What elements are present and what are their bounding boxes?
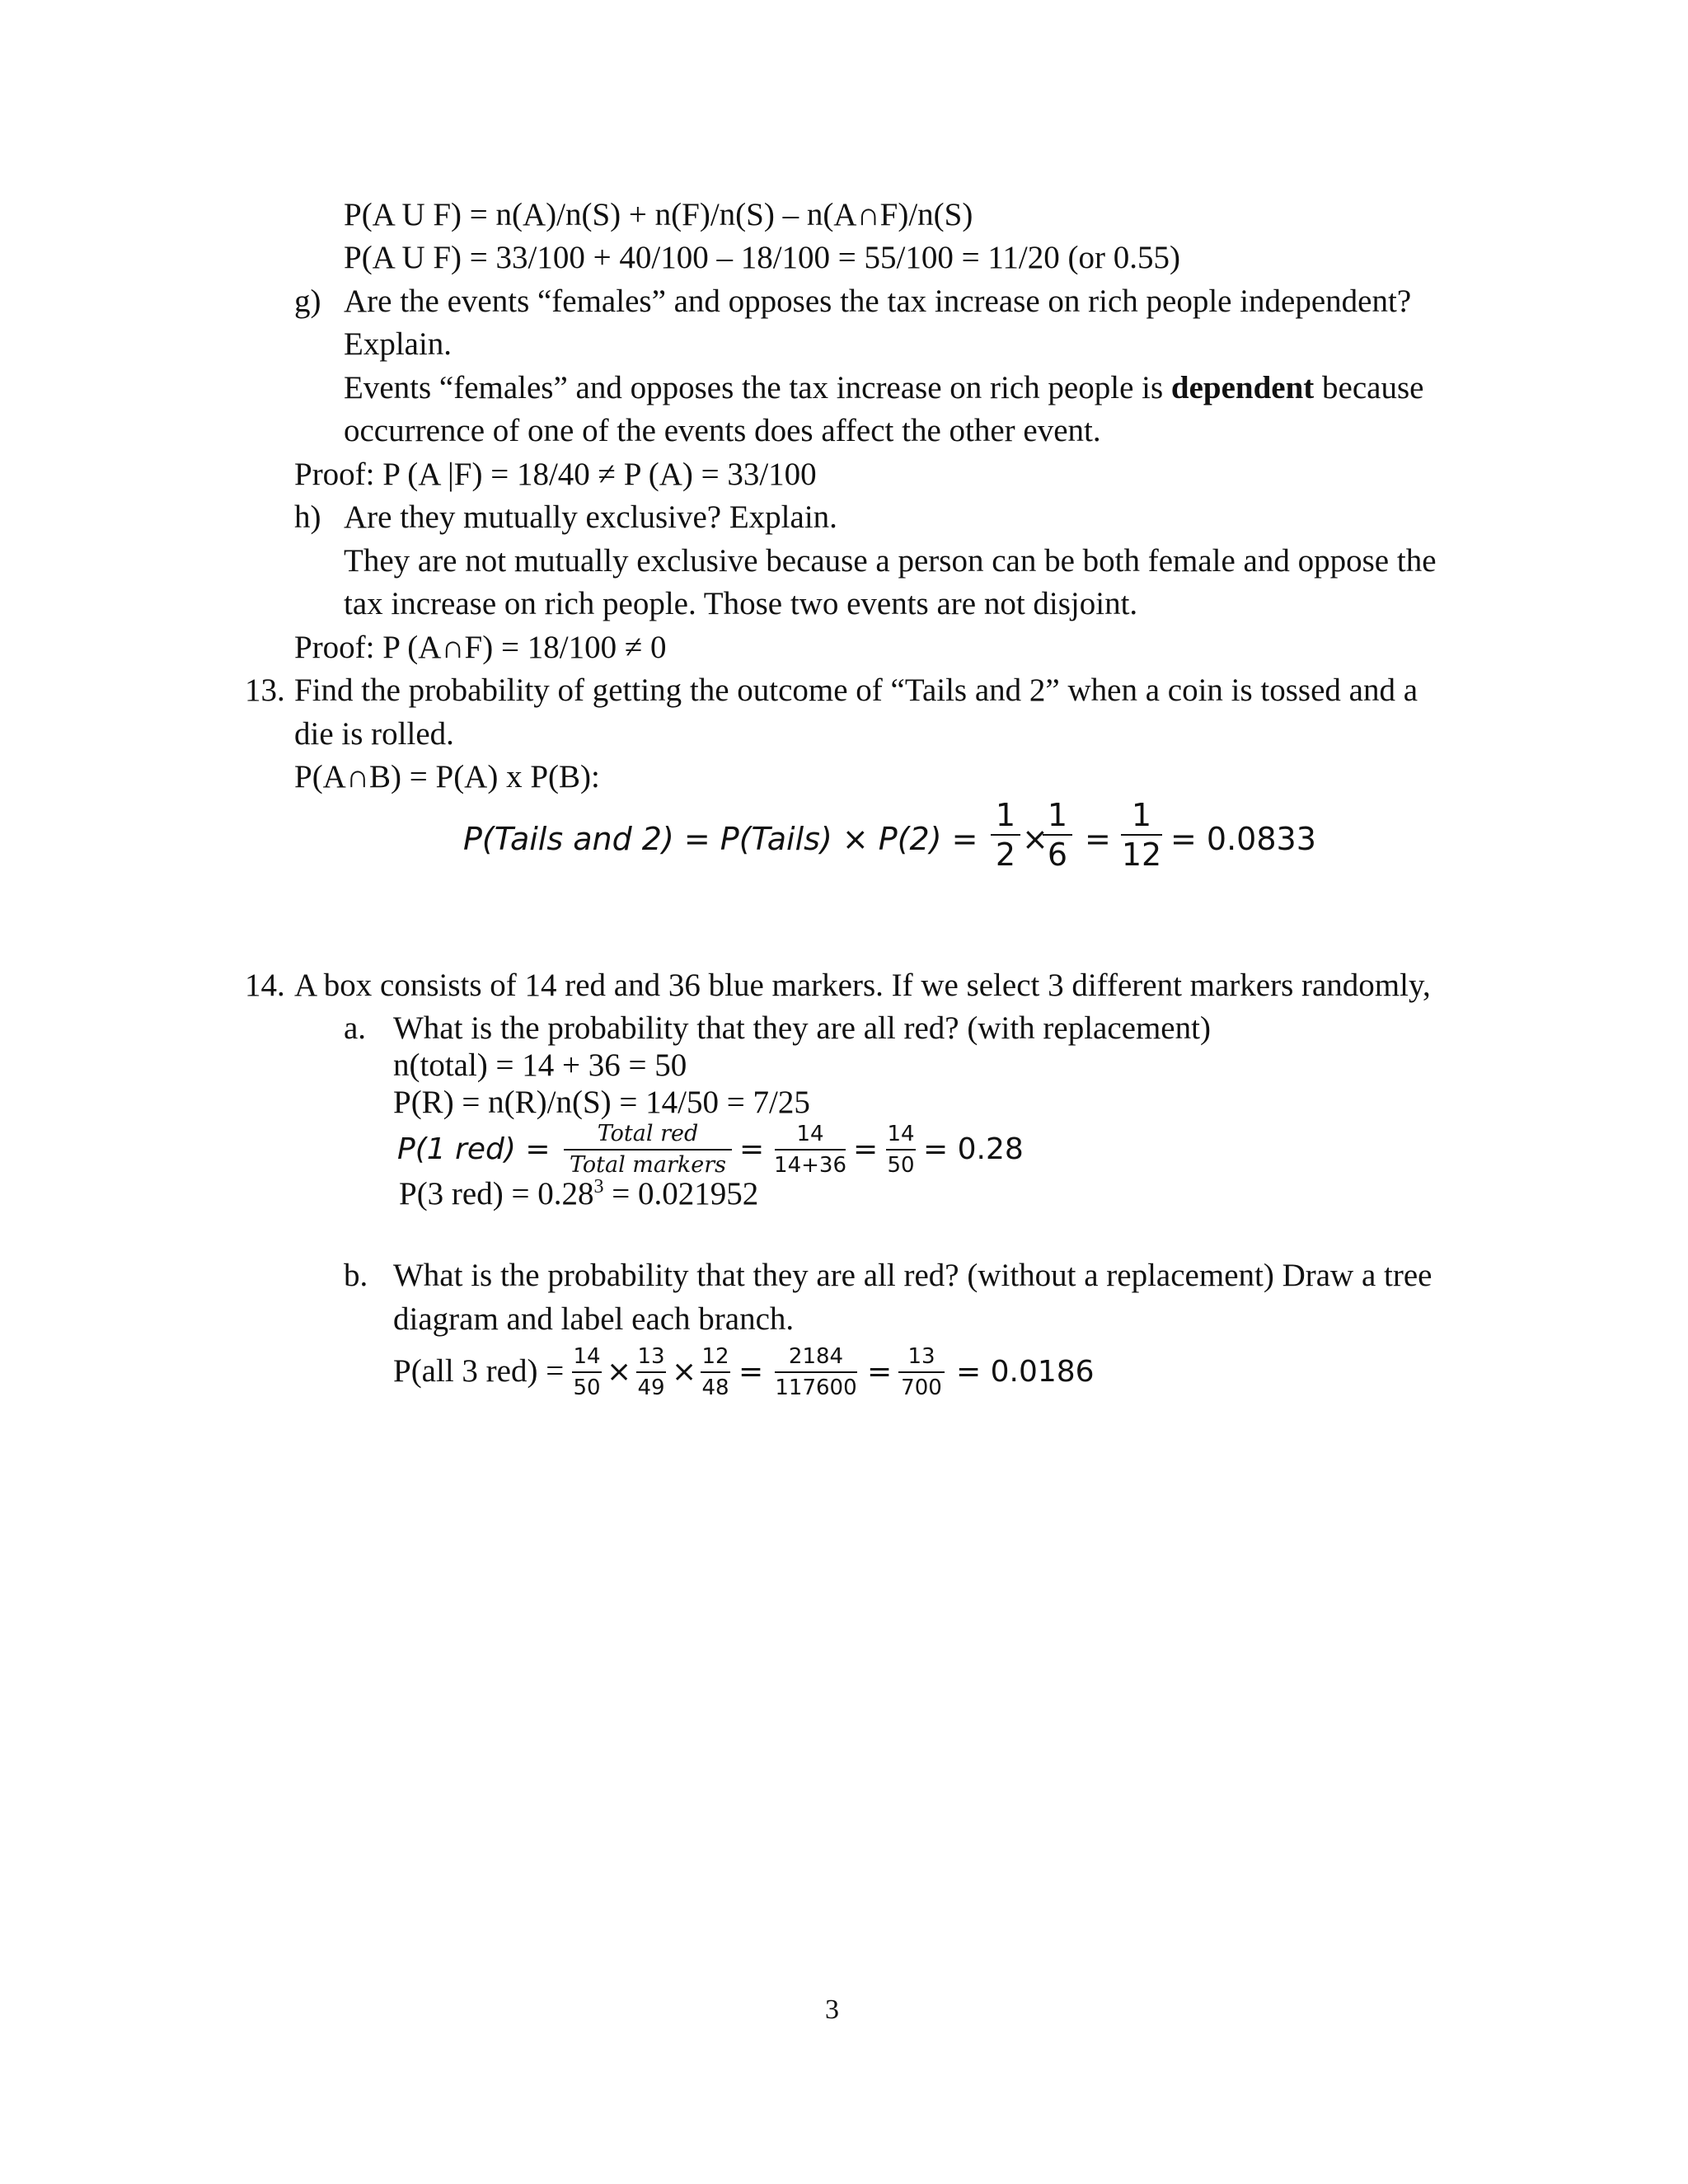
item-h-question: Are they mutually exclusive? Explain. — [344, 499, 837, 535]
eq13-f3-numerator: 1 — [1131, 797, 1152, 833]
eq14b-f3-numerator: 12 — [701, 1344, 729, 1369]
eq14b-fraction-1 — [572, 1342, 602, 1403]
eq13-fraction-2 — [1043, 796, 1072, 874]
eq14a-fraction-2 — [775, 1119, 846, 1180]
item-g-marker: g) — [294, 284, 321, 319]
eq14b-f1-numerator: 14 — [573, 1344, 601, 1369]
item-g-proof: Proof: P (A |F) = 18/40 ≠ P (A) = 33/100 — [294, 457, 817, 492]
item-h-answer-cont: tax increase on rich people. Those two events are not disjoint. — [344, 586, 1138, 621]
eq13-f2-denominator: 6 — [1047, 837, 1068, 873]
question-13-formula: P(A∩B) = P(A) x P(B): — [294, 759, 600, 794]
eq14a-f1-numerator: Total red — [597, 1121, 699, 1146]
eq14a-lhs: P(1 red) = — [397, 1132, 551, 1166]
question-13-number: 13. — [245, 673, 285, 708]
eq13-fraction-3 — [1121, 796, 1162, 874]
eq14a-equals-1: = — [739, 1132, 765, 1166]
item-b-question: What is the probability that they are all red? (without a replacement) Draw a tree — [393, 1258, 1432, 1293]
eq14a-fraction-1 — [564, 1119, 732, 1180]
union-calculation-line: P(A U F) = 33/100 + 40/100 – 18/100 = 55/100 = 11/20 (or 0.55) — [344, 240, 1180, 275]
eq14a-f3-denominator: 50 — [887, 1153, 915, 1178]
eq14b-prefix: P(all 3 red) = — [393, 1353, 565, 1389]
eq14b-fraction-3 — [701, 1342, 730, 1403]
eq14b-fraction-2 — [636, 1342, 666, 1403]
question-14-number: 14. — [245, 968, 285, 1003]
eq13-f1-numerator: 1 — [995, 797, 1016, 833]
item-a-pr: P(R) = n(R)/n(S) = 14/50 = 7/25 — [393, 1085, 810, 1120]
eq14b-f2-denominator: 49 — [637, 1376, 665, 1400]
eq14b-f2-numerator: 13 — [637, 1344, 665, 1369]
eq14a-f3-numerator: 14 — [887, 1122, 915, 1146]
eq13-lhs: P(Tails and 2) = P(Tails) × P(2) = — [463, 821, 978, 857]
eq14b-fraction-4 — [775, 1342, 857, 1403]
item-a-three-red — [399, 1175, 758, 1213]
eq14b-f1-denominator: 50 — [573, 1376, 601, 1400]
eq13-fraction-1 — [991, 796, 1020, 874]
item-g-answer-part1: Events “females” and opposes the tax increase on rich people is — [344, 370, 1164, 405]
eq13-f3-denominator: 12 — [1121, 837, 1162, 873]
item-g-question: Are the events “females” and opposes the tax increase on rich people independent? — [344, 284, 1412, 319]
item-h-answer: They are not mutually exclusive because a person can be both female and oppose the — [344, 543, 1437, 579]
union-formula-line: P(A U F) = n(A)/n(S) + n(F)/n(S) – n(A∩F)/n(S) — [344, 197, 973, 232]
item-g-question-cont: Explain. — [344, 326, 452, 362]
eq13-times: × — [1022, 821, 1048, 857]
eq14a-equals-2: = — [853, 1132, 879, 1166]
item-g-answer-cont: occurrence of one of the events does affect the other event. — [344, 413, 1101, 448]
eq14b-equals-1: = — [738, 1355, 764, 1389]
item-a-three-red-exponent: 3 — [593, 1176, 604, 1197]
dependent-keyword: dependent — [1170, 370, 1315, 405]
item-h-marker: h) — [294, 499, 321, 535]
question-14-text: A box consists of 14 red and 36 blue markers. If we select 3 different markers randomly, — [294, 968, 1431, 1003]
item-a-three-red-result: = 0.021952 — [603, 1176, 759, 1212]
eq13-f1-denominator: 2 — [995, 837, 1016, 873]
item-g-answer-part2: because — [1322, 370, 1424, 405]
eq14b-equals-2: = — [867, 1355, 893, 1389]
item-a-three-red-base: P(3 red) = 0.28 — [399, 1176, 594, 1212]
eq14a-fraction-3 — [886, 1119, 916, 1180]
item-g-answer — [344, 369, 1423, 407]
item-a-total: n(total) = 14 + 36 = 50 — [393, 1047, 687, 1083]
eq14a-result: = 0.28 — [923, 1132, 1024, 1166]
eq14a-f2-denominator: 14+36 — [774, 1153, 846, 1178]
eq14b-fraction-5 — [898, 1342, 945, 1403]
item-a-marker: a. — [344, 1010, 367, 1046]
eq14b-times-1: × — [607, 1355, 632, 1389]
item-a-question: What is the probability that they are all red? (with replacement) — [393, 1010, 1211, 1046]
question-13-text-cont: die is rolled. — [294, 716, 454, 752]
eq14a-f2-numerator: 14 — [796, 1122, 824, 1146]
question-13-text: Find the probability of getting the outcome of “Tails and 2” when a coin is tossed and a — [294, 673, 1418, 708]
eq14b-f3-denominator: 48 — [701, 1376, 729, 1400]
eq13-equals: = — [1085, 821, 1111, 857]
item-h-proof: Proof: P (A∩F) = 18/100 ≠ 0 — [294, 630, 667, 665]
eq13-result: = 0.0833 — [1170, 821, 1316, 857]
eq14b-result: = 0.0186 — [956, 1355, 1095, 1389]
page-number: 3 — [825, 1994, 839, 2025]
eq14b-f5-denominator: 700 — [901, 1376, 942, 1400]
eq14a-f1-denominator: Total markers — [569, 1152, 727, 1178]
eq14b-f4-numerator: 2184 — [788, 1344, 844, 1369]
item-b-question-cont: diagram and label each branch. — [393, 1301, 795, 1337]
item-b-marker: b. — [344, 1258, 368, 1293]
eq14b-times-2: × — [672, 1355, 697, 1389]
eq13-f2-numerator: 1 — [1047, 797, 1068, 833]
eq14b-f5-numerator: 13 — [907, 1344, 935, 1369]
eq14b-f4-denominator: 117600 — [775, 1376, 857, 1400]
